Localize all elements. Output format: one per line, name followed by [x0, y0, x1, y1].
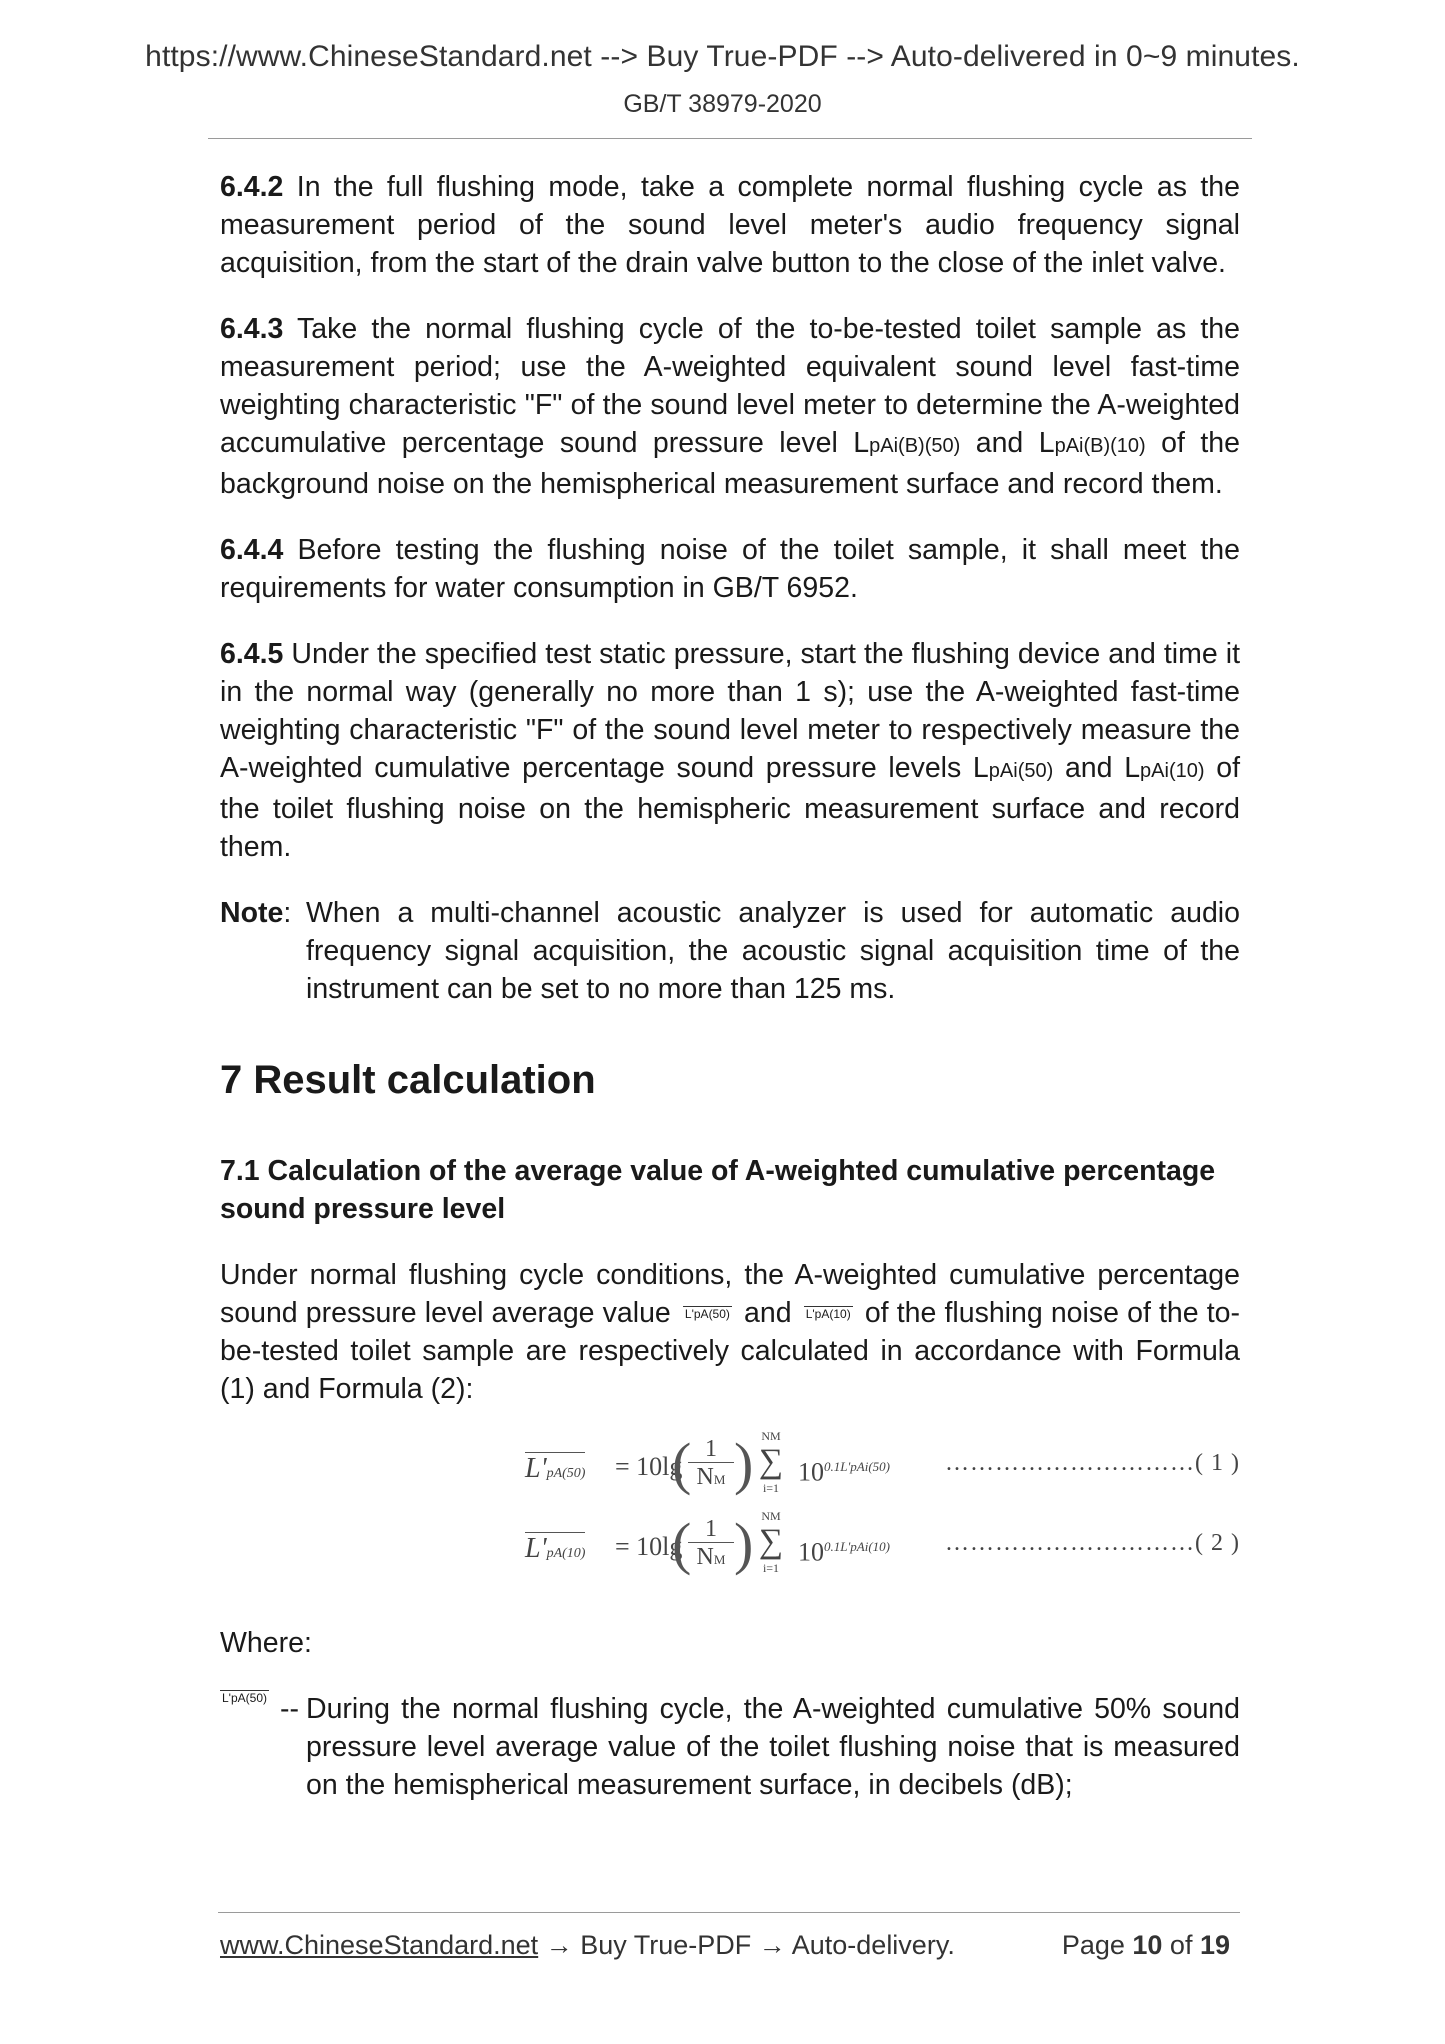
leader-dots: ………………………… — [945, 1450, 1195, 1476]
formula-fraction — [688, 1436, 734, 1494]
subscript: pAi(10) — [1140, 760, 1205, 782]
sum-symbol: ∑ — [758, 1443, 784, 1480]
paragraph-text: Under the specified test static pressure, start the flushing device and time it in the normal way (generally no more than 1 s); use the A-weighted fast-time weighting characteristic "F" of the sound level meter to respectively measure the A-weighted cumulative percentage sound pressure levels L — [220, 638, 1240, 784]
note-label-text: Note — [220, 897, 284, 929]
summation — [753, 1508, 789, 1576]
note-colon: : — [283, 897, 292, 929]
footer-tagline: → Buy True-PDF → Auto-delivery. — [538, 1930, 955, 1960]
sum-lower: i=1 — [762, 1561, 780, 1575]
den-subscript: M — [713, 1472, 726, 1487]
paragraph-7-1 — [220, 1256, 1240, 1408]
definition-dash: -- — [280, 1693, 299, 1725]
paragraph-6-4-5 — [220, 635, 1240, 866]
header-divider — [208, 138, 1252, 139]
formula-2 — [220, 1509, 1240, 1584]
power-base: 10 — [798, 1457, 824, 1487]
symbol-lpa50: L'pA(50) — [684, 1307, 730, 1321]
sum-upper: NM — [761, 1429, 781, 1443]
subscript: pAi(B)(50) — [869, 435, 961, 457]
subscript: pAi(50) — [988, 760, 1054, 782]
total-pages: 19 — [1199, 1930, 1230, 1960]
power-exponent: 0.1L'pAi(50) — [824, 1459, 890, 1474]
right-paren: ) — [734, 1431, 754, 1496]
page-label: Page — [1061, 1930, 1133, 1960]
right-paren: ) — [734, 1511, 754, 1576]
sum-symbol: ∑ — [758, 1523, 784, 1560]
formula-power — [798, 1452, 890, 1488]
of-label: of — [1162, 1930, 1200, 1960]
paragraph-text: and — [735, 1297, 800, 1329]
leader-dots: ………………………… — [945, 1530, 1195, 1556]
note-label — [220, 894, 306, 1008]
paragraph-6-4-4 — [220, 531, 1240, 607]
page-content — [220, 168, 1240, 1804]
formula-eq: = 10lg — [615, 1532, 683, 1561]
den-symbol: N — [696, 1464, 714, 1490]
paragraph-text: Take the normal flushing cycle of the to-be-tested toilet sample as the measurement period; use the A-weighted equivalent sound level fast-time weighting characteristic "F" of the sound level meter to determine the A-weighted accumulative percentage sound pressure level L — [220, 313, 1240, 459]
fraction-numerator: 1 — [688, 1516, 734, 1543]
paragraph-text: and L — [1053, 752, 1141, 784]
header-url-banner: https://www.ChineseStandard.net --> Buy True-PDF --> Auto-delivered in 0~9 minutes. — [145, 40, 1300, 73]
section-7-heading: 7 Result calculation — [220, 1058, 596, 1102]
definition-symbol-cell — [220, 1690, 280, 1804]
equation-number: ( 2 ) — [1195, 1530, 1240, 1556]
paragraph-text: Under normal flushing cycle conditions, the A-weighted cumulative percentage sound pressure level average value — [220, 1259, 1240, 1329]
note-text: When a multi-channel acoustic analyzer is used for automatic audio frequency signal acquisition, the acoustic signal acquisition time of the instrument can be set to no more than 125 ms. — [306, 897, 1240, 1005]
summation — [753, 1428, 789, 1496]
footer-site-link[interactable]: www.ChineseStandard.net — [220, 1930, 539, 1960]
equation-number: ( 1 ) — [1195, 1450, 1240, 1476]
sum-lower: i=1 — [762, 1481, 780, 1495]
lhs-symbol: L' — [525, 1453, 547, 1484]
where-label: Where: — [220, 1627, 312, 1659]
clause-number: 6.4.4 — [220, 534, 284, 566]
clause-number: 6.4.2 — [220, 171, 284, 203]
footer-divider — [218, 1912, 1240, 1913]
page-number: 10 — [1132, 1930, 1163, 1960]
power-base: 10 — [798, 1537, 824, 1567]
footer — [220, 1930, 1230, 1961]
formula-lhs — [525, 1532, 585, 1569]
sum-upper: NM — [761, 1509, 781, 1523]
formula-1 — [220, 1429, 1240, 1504]
lhs-subscript: pA(10) — [546, 1546, 586, 1561]
formula-lhs — [525, 1452, 585, 1489]
symbol-lpa10: L'pA(10) — [805, 1307, 851, 1321]
power-exponent: 0.1L'pAi(10) — [824, 1539, 890, 1554]
left-paren: ( — [672, 1431, 692, 1496]
section-7-1-heading: 7.1 Calculation of the average value of A-weighted cumulative percentage sound pressure level — [220, 1155, 1216, 1225]
paragraph-text: Before testing the flushing noise of the toilet sample, it shall meet the requirements for water consumption in GB/T 6952. — [220, 534, 1240, 604]
paragraph-text: of the toilet flushing noise on the hemispheric measurement surface and record them. — [220, 752, 1240, 863]
paragraph-text: In the full flushing mode, take a complete normal flushing cycle as the measurement period of the sound level meter's audio frequency signal acquisition, from the start of the drain valve button to the close of the inlet valve. — [220, 171, 1240, 279]
fraction-denominator — [688, 1463, 734, 1494]
left-paren: ( — [672, 1511, 692, 1576]
paragraph-6-4-2 — [220, 168, 1240, 282]
lhs-subscript: pA(50) — [546, 1466, 586, 1481]
paragraph-6-4-3 — [220, 310, 1240, 503]
clause-number: 6.4.5 — [220, 638, 284, 670]
formula-eq: = 10lg — [615, 1452, 683, 1481]
paragraph-text: of the flushing noise of the to-be-tested toilet sample are respectively calculated in accordance with Formula (1) and Formula (2): — [220, 1297, 1240, 1405]
formula-fraction — [688, 1516, 734, 1574]
note-block — [220, 894, 1240, 1008]
definition-symbol: L'pA(50) — [222, 1691, 267, 1705]
paragraph-text: of the background noise on the hemispherical measurement surface and record them. — [220, 427, 1240, 500]
fraction-denominator — [688, 1543, 734, 1574]
definition-lpa50 — [220, 1690, 1240, 1804]
clause-number: 6.4.3 — [220, 313, 284, 345]
formula-power — [798, 1532, 890, 1568]
fraction-numerator: 1 — [688, 1436, 734, 1463]
standard-code: GB/T 38979-2020 — [623, 90, 822, 118]
lhs-symbol: L' — [525, 1533, 547, 1564]
formula-block — [220, 1429, 1240, 1604]
formula-number — [945, 1530, 1240, 1557]
definition-text: During the normal flushing cycle, the A-weighted cumulative 50% sound pressure level average value of the toilet flushing noise that is measured on the hemispherical measurement surface, in decibels (dB); — [306, 1693, 1240, 1801]
formula-number — [945, 1450, 1240, 1477]
den-subscript: M — [713, 1552, 726, 1567]
page-indicator — [1062, 1930, 1230, 1961]
paragraph-text: and L — [960, 427, 1055, 459]
subscript: pAi(B)(10) — [1054, 435, 1146, 457]
den-symbol: N — [696, 1544, 714, 1570]
